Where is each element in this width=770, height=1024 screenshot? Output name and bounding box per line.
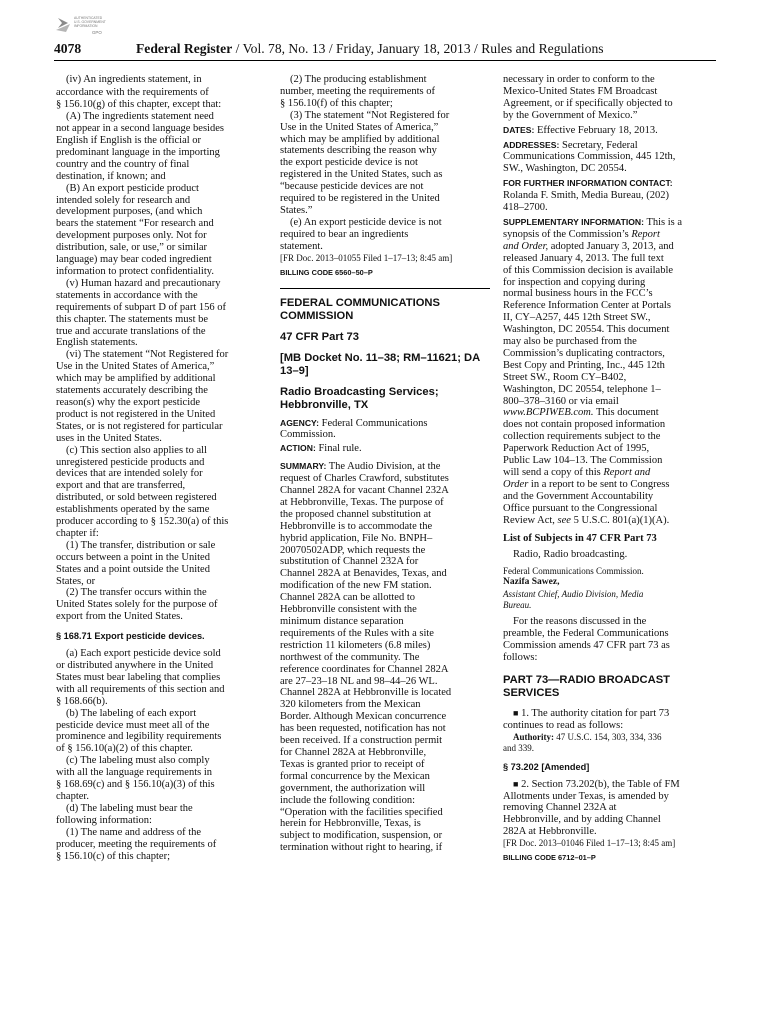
page-header (54, 40, 716, 61)
text-line: (iv) An ingredients statement, in (66, 74, 202, 85)
text-line: Public Law 104–13. The Commission (503, 455, 663, 467)
text-line: registered in the United States, such as (280, 169, 443, 181)
text-line: include the following condition: (280, 794, 416, 806)
text-line: modification of the new FM station. (280, 580, 432, 592)
section-heading-73-202: § 73.202 [Amended] (503, 761, 590, 772)
column-1 (56, 74, 266, 862)
text-line: SW., Washington, DC 20554. (503, 163, 627, 175)
text-line: does not contain proposed information (503, 419, 666, 431)
svg-text:U.S. GOVERNMENT: U.S. GOVERNMENT (74, 20, 106, 24)
text-line: Authority: (513, 731, 554, 742)
text-line: necessary in order to conform to the (503, 74, 655, 85)
text-line: (2) The producing establishment (290, 74, 427, 85)
text-line: Use in the United States of America,” (56, 361, 215, 373)
text-line: ACTION: (280, 443, 316, 454)
text-line: Best Copy and Printing, Inc., 445 12th (503, 359, 665, 371)
text-line: requirements of subpart D of part 156 of (56, 301, 226, 313)
text-line: country and the country of final (56, 158, 190, 170)
text-line: (B) An export pesticide product (66, 182, 199, 194)
text-line: SUMMARY: (280, 461, 327, 472)
cfr-part: 47 CFR Part 73 (280, 330, 359, 343)
text-line: subject to modification, suspension, or (280, 830, 443, 842)
text-line: § 156.10(f) of this chapter; (280, 97, 393, 109)
text-line: Federal Communications (321, 417, 428, 429)
text-line: and 339. (503, 742, 534, 753)
text-line: statements describing the reason why (280, 145, 437, 157)
text-line: predominant language in the importing (56, 146, 220, 158)
text-line: 418–2700. (503, 202, 548, 214)
text-line: FOR FURTHER INFORMATION CONTACT: (503, 178, 673, 189)
text-line: Bureau. (503, 600, 532, 611)
text-line: released January 4, 2013. The full text (503, 252, 664, 264)
text-line: (c) This section also applies to all (66, 444, 207, 456)
text-line: for inspection and copying during (503, 276, 646, 288)
text-line: formal concurrence by the Mexican (280, 770, 430, 782)
text-line: 282A at Hebbronville. (503, 826, 597, 838)
text-line: producer according to § 152.30(a) of this (56, 516, 229, 528)
text-line: statement. (280, 240, 323, 252)
text-line (503, 217, 713, 229)
text-line: Hebbronville is to accommodate the (280, 520, 433, 532)
svg-text:INFORMATION: INFORMATION (74, 24, 98, 28)
text-line: Report (631, 228, 660, 240)
text-line: DATES: (503, 124, 535, 135)
text-line: States and a point outside the United (56, 563, 210, 575)
text-line: adopted January 3, 2013, and (548, 240, 674, 252)
text-line: 320 kilometers from the Mexican (280, 699, 421, 711)
text-line: for Channel 282A at Hebbronville, (280, 746, 427, 758)
text-line: export from the United States. (56, 611, 183, 623)
text-line: unregistered pesticide products and (56, 456, 205, 468)
text-line: Federal Register (136, 41, 233, 56)
text-line: § 156.10(c) of this chapter; (56, 850, 171, 862)
text-line: by the Government of Mexico.” (503, 109, 638, 121)
column-3 (503, 74, 713, 864)
text-line (503, 479, 713, 491)
text-line: not appear in a second language besides (56, 123, 224, 135)
text-line: Washington, DC 20554. This document (503, 324, 670, 336)
text-line: herein for Hebbronville, Texas, is (280, 818, 421, 830)
text-line: following information: (56, 814, 152, 826)
text-line: Radio, Radio broadcasting. (513, 549, 628, 561)
square-bullet-icon: ■ (513, 707, 519, 718)
text-line: requirements of the Rules with a site (280, 627, 434, 639)
text-line: States must bear labeling that complies (56, 671, 221, 683)
text-line: will send a copy of this (503, 467, 604, 478)
fr-doc-citation: [FR Doc. 2013–01046 Filed 1–17–13; 8:45 am] (503, 838, 676, 849)
text-line: Final rule. (318, 443, 362, 455)
text-line: English if English is the official or (56, 135, 202, 147)
text-line: Commission’s duplicating contractors, (503, 347, 665, 359)
text-line: This is a (646, 216, 683, 228)
text-line: the proposed channel substitution at (280, 508, 432, 520)
text-line: Channel 282A at Hebbronville is located (280, 687, 452, 699)
text-line: reference coordinates for Channel 282A (280, 663, 449, 675)
text-line: Effective February 18, 2013. (536, 124, 658, 136)
text-line: Use in the United States of America,” (280, 121, 439, 133)
text-line: and Order, (503, 240, 549, 252)
text-line: has been requested, notification has not (280, 723, 446, 735)
billing-code: BILLING CODE 6712–01–P (503, 853, 596, 863)
text-line (503, 589, 713, 600)
text-line: required to bear an ingredients (280, 228, 409, 240)
fr-doc-citation: [FR Doc. 2013–01055 Filed 1–17–13; 8:45 am] (280, 252, 453, 263)
text-line: Hebbronville consistent with the (280, 604, 417, 616)
text-line: substitution of Channel 232A for (280, 556, 419, 568)
text-line: Channel 282A for vacant Channel 232A (280, 485, 449, 497)
text-line: development purposes only. Not for (56, 230, 207, 242)
text-line: establishments operated by the same (56, 504, 210, 516)
text-line (503, 600, 713, 611)
subjects-heading: List of Subjects in 47 CFR Part 73 (503, 532, 657, 544)
text-line (503, 732, 713, 743)
text-line: 2. Section 73.202(b), the Table of FM (521, 778, 680, 790)
text-line: of § 156.10(a)(2) of this chapter. (56, 743, 193, 755)
text-line: in a report to be sent to Congress (528, 478, 670, 490)
text-line: (e) An export pesticide device is not (290, 216, 442, 228)
text-line (503, 779, 713, 791)
text-line: Agreement, or if specifically objected to (503, 97, 673, 109)
text-line: required to be registered in the United (280, 193, 440, 205)
text-line: product is not registered in the United (56, 408, 216, 420)
text-line: ADDRESSES: (503, 139, 560, 150)
text-line: Report and (603, 467, 651, 478)
text-line: (1) The transfer, distribution or sale (66, 539, 216, 551)
svg-text:GPO: GPO (92, 30, 102, 35)
text-line: continues to read as follows: (503, 719, 624, 731)
text-line: 800–378–3160 or via email (503, 395, 619, 407)
text-line: (c) The labeling must also comply (66, 755, 210, 767)
text-line: prominence and legibility requirements (56, 731, 222, 743)
text-line: minimum distance separation (280, 616, 404, 627)
text-line: pesticide device must meet all of the (56, 719, 210, 731)
text-line: follows: (503, 651, 538, 663)
text-line: Hebbronville, and by adding Channel (503, 814, 661, 826)
text-line: export and that are transferred, (56, 480, 186, 492)
text-line: 5 U.S.C. 801(a)(1)(A). (570, 514, 670, 526)
text-line: 1. The authority citation for part 73 (521, 707, 670, 719)
text-line: which may be amplified by additional (280, 133, 440, 145)
text-line: Paperwork Reduction Act of 1995, (503, 443, 650, 455)
text-line: statements accurately describing the (56, 385, 208, 397)
text-line (56, 74, 266, 86)
text-line: reason(s) why the export pesticide (56, 396, 201, 408)
text-line: § 168.69(c) and § 156.10(a)(3) of this (56, 779, 215, 791)
text-line: of this Commission decision is available (503, 264, 674, 276)
text-line: Rolanda F. Smith, Media Bureau, (202) (503, 190, 669, 202)
text-line (503, 241, 713, 253)
text-line: States, or (56, 575, 96, 587)
text-line: collection requirements subject to the (503, 431, 661, 443)
text-line: Federal Communications Commission. (503, 566, 644, 577)
text-line: destination, if known; and (56, 170, 166, 182)
text-line: Secretary, Federal (561, 139, 638, 151)
docket-number: [MB Docket No. 11–38; RM–11621; DA 13–9] (280, 351, 480, 377)
text-line: Washington, DC 20554, telephone 1– (503, 383, 661, 395)
billing-code: BILLING CODE 6560–50–P (280, 267, 373, 277)
text-line: chapter if: (56, 527, 99, 539)
text-line: “Operation with the facilities specified (280, 806, 443, 818)
text-line: see (557, 514, 571, 526)
text-line: Channel 282A can be allotted to (280, 592, 416, 604)
text-line: Assistant Chief, Audio Division, Media (503, 589, 644, 600)
website-link[interactable]: www.BCPIWEB.com. (503, 407, 594, 419)
text-line: at Hebbronville, Texas. The purpose of (280, 496, 444, 508)
text-line: AGENCY: (280, 417, 319, 428)
text-line: development purposes, (and which (56, 206, 203, 218)
text-line: hybrid application, File No. BNPH– (280, 532, 433, 544)
text-line: bears the statement “For research and (56, 218, 214, 230)
square-bullet-icon: ■ (513, 778, 519, 789)
text-line (503, 708, 713, 720)
text-line: (b) The labeling of each export (66, 707, 197, 719)
text-line: northwest of the community. The (280, 651, 420, 663)
text-line: / Vol. 78, No. 13 / Friday, January 18, 2013 / Rules and Regulations (235, 41, 604, 56)
text-line: Commission. (280, 429, 336, 441)
text-line: producer, meeting the requirements of (56, 838, 217, 850)
text-line: government, the authorization will (280, 782, 426, 794)
text-line: this chapter. The statements must be (56, 313, 209, 325)
text-line: This document (593, 407, 659, 419)
text-line: SUPPLEMENTARY INFORMATION: (503, 216, 644, 227)
text-line: language) may bear coded ingredient (56, 254, 212, 266)
text-line (280, 461, 490, 473)
text-line: Commission amends 47 CFR part 73 as (503, 640, 670, 652)
text-line: 20070502ADP, which requests the (280, 544, 426, 556)
text-line: may also be purchased from the (503, 336, 637, 348)
rule-subject: Radio Broadcasting Services; Hebbronville, TX (280, 385, 439, 411)
text-line: and the Government Accountability (503, 490, 654, 502)
text-line (280, 443, 490, 455)
text-line: the export pesticide device is not (280, 157, 418, 169)
text-line: 47 U.S.C. 154, 303, 334, 336 (556, 731, 662, 742)
text-line: English statements. (56, 337, 138, 349)
page-number: 4078 (54, 41, 82, 56)
text-line: Order (503, 478, 529, 490)
text-line: removing Channel 232A at (503, 802, 617, 814)
text-line: accordance with the requirements of (56, 87, 209, 99)
text-line: devices that are intended solely for (56, 468, 203, 480)
text-line (503, 407, 713, 419)
text-line: Mexico-United States FM Broadcast (503, 85, 658, 97)
text-line: or distributed anywhere in the United (56, 660, 214, 671)
text-line: Office pursuant to the Congressional (503, 502, 658, 514)
text-line: (A) The ingredients statement need (66, 111, 214, 123)
text-line: are 27–23–18 NL and 98–44–26 WL. (280, 675, 438, 687)
text-line: “because pesticide devices are not (280, 181, 424, 193)
text-line: which may be amplified by additional (56, 373, 216, 385)
text-line: § 168.66(b). (56, 695, 108, 707)
text-line: (vi) The statement “Not Registered for (66, 349, 229, 361)
text-line: (3) The statement “Not Registered for (290, 109, 450, 121)
text-line: occurs between a point in the United (56, 551, 210, 563)
text-line: II, CY–A257, 445 12th Street SW., (503, 312, 651, 324)
text-line (503, 515, 713, 527)
text-line: Allotments under Texas, is amended by (503, 790, 669, 802)
part-heading: PART 73—RADIO BROADCAST SERVICES (503, 673, 670, 699)
text-line: States, or is not registered for particular (56, 420, 223, 432)
text-line: Street SW., Room CY–B402, (503, 371, 627, 383)
text-line: Border. Although Mexican concurrence (280, 711, 447, 723)
text-line: request of Charles Crawford, substitutes (280, 473, 449, 485)
text-line: § 156.10(g) of this chapter, except that: (56, 99, 222, 111)
agency-heading: FEDERAL COMMUNICATIONS COMMISSION (280, 296, 440, 322)
divider (280, 288, 490, 289)
text-line: Channel 282A at Benavides, Texas, and (280, 568, 447, 580)
text-line: (d) The labeling must bear the (66, 802, 193, 814)
text-line: (2) The transfer occurs within the (66, 587, 207, 599)
text-line: (1) The name and address of the (66, 826, 202, 838)
text-line: with all requirements of this section and (56, 683, 225, 695)
text-line (280, 418, 490, 430)
text-line: distributed, or sold between registered (56, 492, 217, 504)
text-line: Reference Information Center at Portals (503, 300, 671, 312)
column-2 (280, 74, 490, 854)
text-line: intended solely for research and (56, 194, 191, 206)
text-line: United States solely for the purpose of (56, 599, 218, 611)
text-line: restriction 11 kilometers (6.8 miles) (280, 639, 431, 651)
text-line: distribution, sale, or use,” or similar (56, 242, 208, 254)
text-line: normal business hours in the FCC’s (503, 288, 653, 300)
text-line (503, 467, 713, 479)
text-line: termination without right to hearing, if (280, 842, 443, 854)
publication-title (136, 41, 604, 57)
text-line: For the reasons discussed in the (513, 616, 647, 628)
text-line (503, 140, 713, 152)
text-line: (v) Human hazard and precautionary (66, 277, 221, 289)
text-line: been received. If a construction permit (280, 735, 443, 747)
text-line: number, meeting the requirements of (280, 85, 435, 97)
text-line (503, 229, 713, 241)
text-line: States.” (280, 204, 313, 216)
text-line: preamble, the Federal Communications (503, 628, 669, 640)
text-line: Texas is granted prior to receipt of (280, 758, 425, 770)
signer-name: Nazifa Sawez, (503, 577, 560, 588)
text-line: information to protect confidentiality. (56, 266, 214, 277)
text-line: (a) Each export pesticide device sold (66, 648, 221, 660)
section-heading-168-71: § 168.71 Export pesticide devices. (56, 631, 205, 642)
text-line: Communications Commission, 445 12th, (503, 151, 676, 163)
gpo-authentication-logo (54, 14, 116, 40)
svg-text:AUTHENTICATED: AUTHENTICATED (74, 16, 103, 20)
text-line (503, 125, 713, 137)
text-line: uses in the United States. (56, 432, 162, 444)
text-line: chapter. (56, 790, 89, 802)
text-line: Review Act, (503, 514, 558, 526)
text-line: true and accurate translations of the (56, 325, 206, 337)
text-line: with all the language requirements in (56, 767, 212, 779)
text-line: statements in accordance with the (56, 289, 198, 301)
text-line: synopsis of the Commission’s (503, 228, 632, 240)
text-line: The Audio Division, at the (328, 461, 441, 473)
